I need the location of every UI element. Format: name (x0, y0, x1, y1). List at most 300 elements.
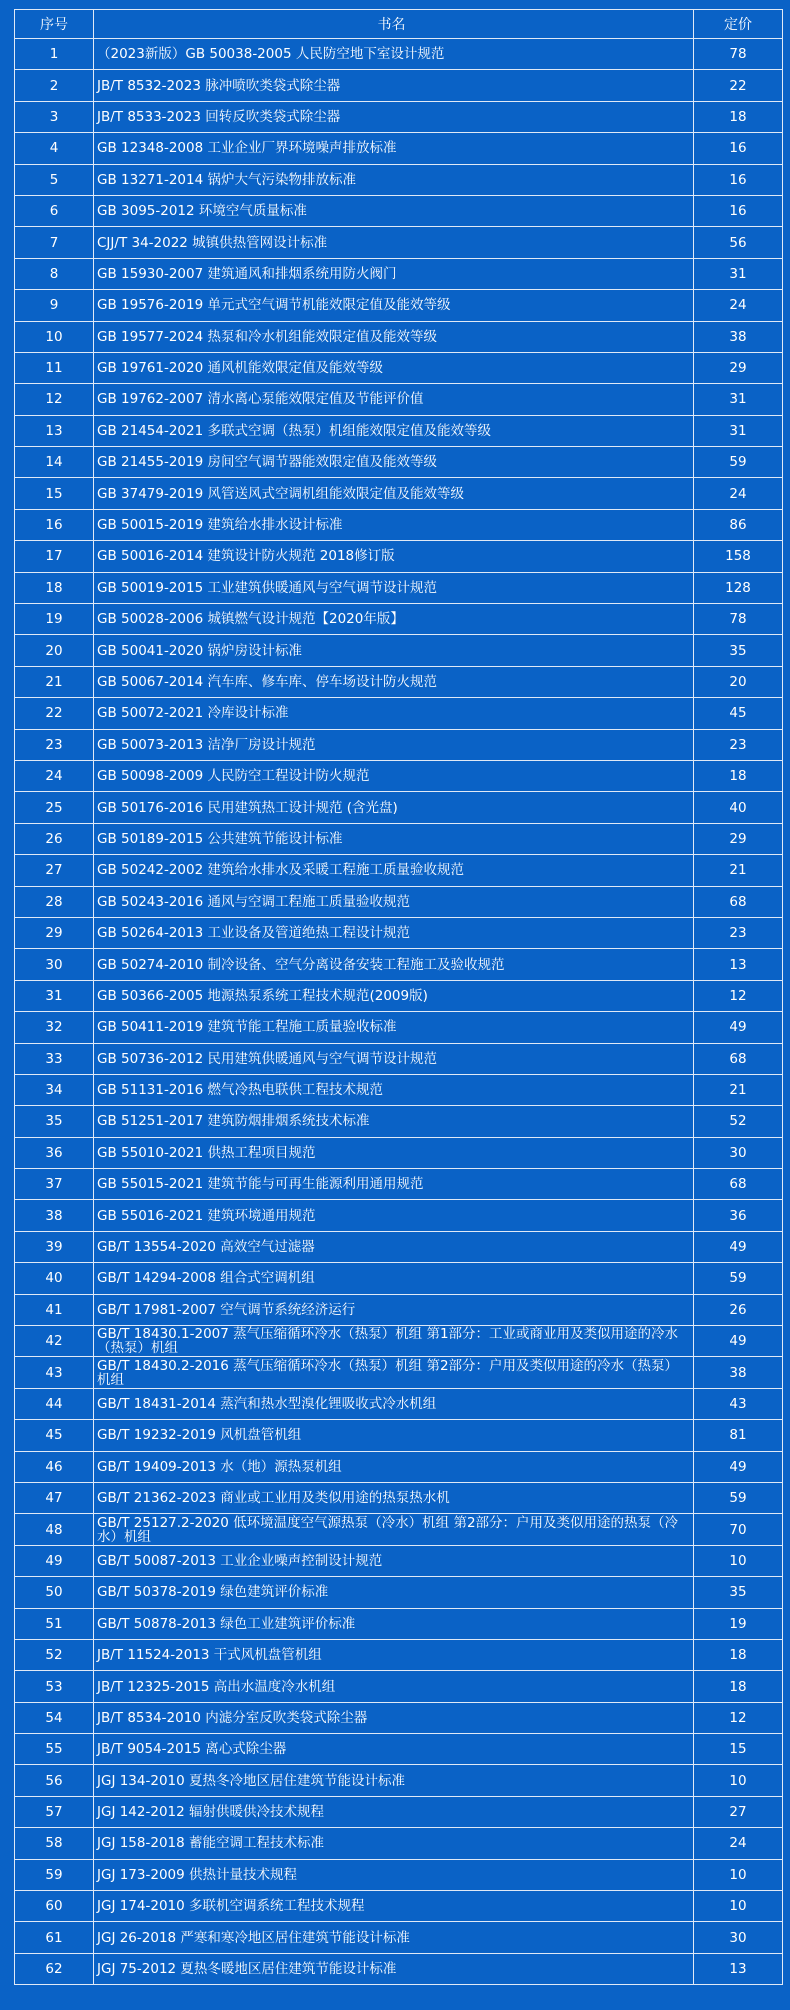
row-index: 47 (15, 1482, 94, 1513)
row-price: 12 (694, 980, 783, 1011)
table-row (15, 949, 783, 980)
row-book-name (94, 980, 694, 1011)
row-book-name (94, 886, 694, 917)
row-book-name (94, 447, 694, 478)
header-price: 定价 (694, 10, 783, 39)
row-index: 35 (15, 1106, 94, 1137)
row-book-name (94, 478, 694, 509)
row-index: 23 (15, 729, 94, 760)
table-row (15, 195, 783, 226)
row-index: 5 (15, 164, 94, 195)
book-name-text: GB 21454-2021 多联式空调（热泵）机组能效限定值及能效等级 (97, 422, 491, 439)
table-row (15, 572, 783, 603)
book-name-text: GB/T 14294-2008 组合式空调机组 (97, 1270, 315, 1287)
row-index: 1 (15, 39, 94, 70)
row-index: 45 (15, 1420, 94, 1451)
row-book-name (94, 195, 694, 226)
row-index: 4 (15, 133, 94, 164)
table-row (15, 321, 783, 352)
row-index: 42 (15, 1326, 94, 1357)
row-price: 13 (694, 1953, 783, 1984)
row-price: 21 (694, 1074, 783, 1105)
table-row (15, 1012, 783, 1043)
row-price: 20 (694, 666, 783, 697)
row-index: 33 (15, 1043, 94, 1074)
table-row (15, 792, 783, 823)
book-name-text: GB 13271-2014 锅炉大气污染物排放标准 (97, 171, 356, 188)
row-book-name (94, 509, 694, 540)
table-row (15, 1639, 783, 1670)
row-book-name (94, 133, 694, 164)
book-name-text: GB 51251-2017 建筑防烟排烟系统技术标准 (97, 1113, 370, 1130)
row-index: 31 (15, 980, 94, 1011)
book-name-text: GB 50016-2014 建筑设计防火规范 2018修订版 (97, 548, 395, 565)
row-index: 10 (15, 321, 94, 352)
row-index: 41 (15, 1294, 94, 1325)
table-row (15, 855, 783, 886)
row-price: 49 (694, 1451, 783, 1482)
row-index: 57 (15, 1796, 94, 1827)
row-book-name (94, 384, 694, 415)
row-index: 50 (15, 1577, 94, 1608)
row-book-name (94, 1765, 694, 1796)
row-index: 6 (15, 195, 94, 226)
row-price: 38 (694, 321, 783, 352)
row-index: 61 (15, 1922, 94, 1953)
row-price: 24 (694, 478, 783, 509)
row-index: 9 (15, 290, 94, 321)
row-book-name (94, 1953, 694, 1984)
row-book-name (94, 1514, 694, 1545)
header-name: 书名 (94, 10, 694, 39)
row-index: 54 (15, 1702, 94, 1733)
table-row (15, 1231, 783, 1262)
row-book-name (94, 1357, 694, 1388)
table-row (15, 290, 783, 321)
table-row (15, 1922, 783, 1953)
row-book-name (94, 39, 694, 70)
table-row (15, 1828, 783, 1859)
row-book-name (94, 1451, 694, 1482)
row-price: 29 (694, 823, 783, 854)
book-name-text: GB 12348-2008 工业企业厂界环境噪声排放标准 (97, 140, 397, 157)
book-name-text: JB/T 11524-2013 干式风机盘管机组 (97, 1647, 322, 1664)
table-row (15, 70, 783, 101)
row-index: 22 (15, 698, 94, 729)
row-index: 48 (15, 1514, 94, 1545)
row-price: 15 (694, 1734, 783, 1765)
table-row (15, 164, 783, 195)
row-index: 55 (15, 1734, 94, 1765)
row-book-name (94, 1137, 694, 1168)
row-index: 36 (15, 1137, 94, 1168)
row-index: 25 (15, 792, 94, 823)
row-price: 18 (694, 1639, 783, 1670)
table-row (15, 447, 783, 478)
row-index: 15 (15, 478, 94, 509)
row-index: 7 (15, 227, 94, 258)
table-row (15, 509, 783, 540)
row-price: 21 (694, 855, 783, 886)
book-name-text: GB 50189-2015 公共建筑节能设计标准 (97, 830, 343, 847)
row-book-name (94, 949, 694, 980)
book-name-text: GB 21455-2019 房间空气调节器能效限定值及能效等级 (97, 454, 437, 471)
row-index: 20 (15, 635, 94, 666)
book-name-text: GB/T 19409-2013 水（地）源热泵机组 (97, 1458, 342, 1475)
row-price: 30 (694, 1137, 783, 1168)
row-book-name (94, 1608, 694, 1639)
table-row (15, 133, 783, 164)
row-price: 35 (694, 1577, 783, 1608)
book-name-text: JGJ 142-2012 辐射供暖供冷技术规程 (97, 1804, 325, 1821)
row-book-name (94, 666, 694, 697)
row-index: 11 (15, 352, 94, 383)
table-row (15, 101, 783, 132)
table-row (15, 1388, 783, 1419)
row-index: 2 (15, 70, 94, 101)
table-row (15, 415, 783, 446)
book-name-text: GB 19762-2007 清水离心泵能效限定值及节能评价值 (97, 391, 424, 408)
row-index: 44 (15, 1388, 94, 1419)
book-name-text: GB 50176-2016 民用建筑热工设计规范 (含光盘) (97, 799, 398, 816)
row-index: 32 (15, 1012, 94, 1043)
row-index: 37 (15, 1169, 94, 1200)
table-row (15, 698, 783, 729)
table-row (15, 1734, 783, 1765)
table-body (15, 39, 783, 1985)
row-price: 86 (694, 509, 783, 540)
row-price: 22 (694, 70, 783, 101)
row-price: 59 (694, 447, 783, 478)
row-book-name (94, 1577, 694, 1608)
table-row (15, 1702, 783, 1733)
table-row (15, 1514, 783, 1545)
row-book-name (94, 1074, 694, 1105)
row-book-name (94, 1671, 694, 1702)
book-name-text: GB 50098-2009 人民防空工程设计防火规范 (97, 768, 370, 785)
book-name-text: JB/T 8533-2023 回转反吹类袋式除尘器 (97, 108, 341, 125)
book-name-text: GB/T 18431-2014 蒸汽和热水型溴化锂吸收式冷水机组 (97, 1395, 437, 1412)
book-name-text: GB 50072-2021 冷库设计标准 (97, 705, 289, 722)
row-book-name (94, 227, 694, 258)
table-row (15, 1671, 783, 1702)
row-book-name (94, 1482, 694, 1513)
row-price: 31 (694, 415, 783, 446)
row-book-name (94, 698, 694, 729)
book-name-text: GB 55016-2021 建筑环境通用规范 (97, 1207, 316, 1224)
row-price: 59 (694, 1482, 783, 1513)
row-price: 56 (694, 227, 783, 258)
row-book-name (94, 1859, 694, 1890)
row-price: 18 (694, 1671, 783, 1702)
row-index: 56 (15, 1765, 94, 1796)
row-index: 59 (15, 1859, 94, 1890)
row-price: 35 (694, 635, 783, 666)
row-price: 68 (694, 1043, 783, 1074)
row-price: 78 (694, 604, 783, 635)
row-book-name (94, 1263, 694, 1294)
book-name-text: JB/T 8532-2023 脉冲喷吹类袋式除尘器 (97, 77, 341, 94)
row-book-name (94, 917, 694, 948)
row-price: 68 (694, 1169, 783, 1200)
book-name-text: JGJ 26-2018 严寒和寒冷地区居住建筑节能设计标准 (97, 1929, 410, 1946)
row-book-name (94, 1796, 694, 1827)
row-book-name (94, 415, 694, 446)
row-index: 14 (15, 447, 94, 478)
book-name-text: JGJ 158-2018 蓄能空调工程技术标准 (97, 1835, 325, 1852)
row-price: 38 (694, 1357, 783, 1388)
table-row (15, 1043, 783, 1074)
row-price: 78 (694, 39, 783, 70)
row-index: 49 (15, 1545, 94, 1576)
row-book-name (94, 101, 694, 132)
table-row (15, 1796, 783, 1827)
book-name-text: GB 50736-2012 民用建筑供暖通风与空气调节设计规范 (97, 1050, 437, 1067)
book-name-text: GB 50028-2006 城镇燃气设计规范【2020年版】 (97, 611, 404, 628)
row-book-name (94, 1545, 694, 1576)
row-index: 58 (15, 1828, 94, 1859)
row-book-name (94, 1294, 694, 1325)
row-book-name (94, 1828, 694, 1859)
row-price: 81 (694, 1420, 783, 1451)
row-index: 8 (15, 258, 94, 289)
row-price: 10 (694, 1891, 783, 1922)
row-book-name (94, 1326, 694, 1357)
book-name-text: GB/T 25127.2-2020 低环境温度空气源热泵（冷水）机组 第2部分：户用及类似用途的热泵（冷水）机组 (97, 1514, 679, 1545)
row-price: 16 (694, 164, 783, 195)
book-name-text: GB 3095-2012 环境空气质量标准 (97, 203, 307, 220)
row-price: 19 (694, 1608, 783, 1639)
table-row (15, 1608, 783, 1639)
row-price: 10 (694, 1545, 783, 1576)
table-row (15, 1765, 783, 1796)
table-row (15, 1263, 783, 1294)
table-row (15, 1953, 783, 1984)
book-name-text: GB 50015-2019 建筑给水排水设计标准 (97, 517, 343, 534)
book-name-text: GB 50264-2013 工业设备及管道绝热工程设计规范 (97, 925, 410, 942)
row-index: 29 (15, 917, 94, 948)
row-index: 18 (15, 572, 94, 603)
row-book-name (94, 1420, 694, 1451)
row-book-name (94, 1231, 694, 1262)
table-row (15, 1169, 783, 1200)
table-row (15, 1859, 783, 1890)
row-book-name (94, 1169, 694, 1200)
book-name-text: GB 50411-2019 建筑节能工程施工质量验收标准 (97, 1019, 397, 1036)
table-row (15, 1074, 783, 1105)
row-price: 40 (694, 792, 783, 823)
row-index: 17 (15, 541, 94, 572)
book-name-text: GB/T 50087-2013 工业企业噪声控制设计规范 (97, 1552, 383, 1569)
row-index: 27 (15, 855, 94, 886)
row-index: 34 (15, 1074, 94, 1105)
row-price: 31 (694, 258, 783, 289)
table-row (15, 1137, 783, 1168)
row-book-name (94, 1388, 694, 1419)
row-price: 31 (694, 384, 783, 415)
row-book-name (94, 541, 694, 572)
book-name-text: GB/T 17981-2007 空气调节系统经济运行 (97, 1301, 356, 1318)
row-index: 26 (15, 823, 94, 854)
table-row (15, 352, 783, 383)
row-index: 13 (15, 415, 94, 446)
table-row (15, 258, 783, 289)
row-index: 19 (15, 604, 94, 635)
row-price: 36 (694, 1200, 783, 1231)
row-price: 16 (694, 133, 783, 164)
row-book-name (94, 1200, 694, 1231)
row-index: 60 (15, 1891, 94, 1922)
row-price: 10 (694, 1859, 783, 1890)
book-name-text: GB 55010-2021 供热工程项目规范 (97, 1144, 316, 1161)
row-book-name (94, 635, 694, 666)
row-book-name (94, 70, 694, 101)
book-name-text: GB/T 18430.1-2007 蒸气压缩循环冷水（热泵）机组 第1部分：工业或商业用及类似用途的冷水（热泵）机组 (97, 1326, 679, 1357)
row-price: 45 (694, 698, 783, 729)
row-price: 26 (694, 1294, 783, 1325)
row-price: 23 (694, 729, 783, 760)
table-header-row (15, 10, 783, 39)
table-row (15, 729, 783, 760)
table-row (15, 227, 783, 258)
row-price: 13 (694, 949, 783, 980)
row-price: 52 (694, 1106, 783, 1137)
row-price: 23 (694, 917, 783, 948)
row-book-name (94, 572, 694, 603)
row-index: 21 (15, 666, 94, 697)
row-price: 24 (694, 1828, 783, 1859)
row-price: 10 (694, 1765, 783, 1796)
row-book-name (94, 792, 694, 823)
table-row (15, 917, 783, 948)
row-index: 28 (15, 886, 94, 917)
book-name-text: GB 50019-2015 工业建筑供暖通风与空气调节设计规范 (97, 579, 437, 596)
row-index: 30 (15, 949, 94, 980)
row-index: 40 (15, 1263, 94, 1294)
row-index: 39 (15, 1231, 94, 1262)
table-row (15, 39, 783, 70)
book-name-text: GB 50366-2005 地源热泵系统工程技术规范(2009版) (97, 987, 428, 1004)
row-index: 52 (15, 1639, 94, 1670)
book-name-text: GB 51131-2016 燃气冷热电联供工程技术规范 (97, 1082, 383, 1099)
row-price: 49 (694, 1012, 783, 1043)
book-name-text: JB/T 8534-2010 内滤分室反吹类袋式除尘器 (97, 1709, 368, 1726)
row-price: 18 (694, 760, 783, 791)
book-name-text: GB 50242-2002 建筑给水排水及采暖工程施工质量验收规范 (97, 862, 464, 879)
table-row (15, 1451, 783, 1482)
table-row (15, 823, 783, 854)
row-price: 16 (694, 195, 783, 226)
book-name-text: GB 50073-2013 洁净厂房设计规范 (97, 736, 316, 753)
table-row (15, 1891, 783, 1922)
row-index: 24 (15, 760, 94, 791)
row-price: 24 (694, 290, 783, 321)
row-book-name (94, 1639, 694, 1670)
row-book-name (94, 1043, 694, 1074)
book-name-text: JGJ 75-2012 夏热冬暖地区居住建筑节能设计标准 (97, 1961, 397, 1978)
row-book-name (94, 1012, 694, 1043)
header-index: 序号 (15, 10, 94, 39)
row-price: 30 (694, 1922, 783, 1953)
book-name-text: JGJ 174-2010 多联机空调系统工程技术规程 (97, 1898, 365, 1915)
row-price: 49 (694, 1231, 783, 1262)
row-price: 12 (694, 1702, 783, 1733)
row-index: 46 (15, 1451, 94, 1482)
table-row (15, 760, 783, 791)
book-name-text: GB 50243-2016 通风与空调工程施工质量验收规范 (97, 893, 410, 910)
book-price-list (14, 9, 777, 1985)
book-name-text: GB 19577-2024 热泵和冷水机组能效限定值及能效等级 (97, 328, 437, 345)
table-row (15, 1106, 783, 1137)
book-name-text: GB 55015-2021 建筑节能与可再生能源利用通用规范 (97, 1176, 424, 1193)
book-table (14, 9, 783, 1985)
table-row (15, 1326, 783, 1357)
book-name-text: JGJ 134-2010 夏热冬冷地区居住建筑节能设计标准 (97, 1772, 406, 1789)
row-book-name (94, 1922, 694, 1953)
table-row (15, 1294, 783, 1325)
row-book-name (94, 1891, 694, 1922)
book-name-text: GB 37479-2019 风管送风式空调机组能效限定值及能效等级 (97, 485, 464, 502)
table-row (15, 1420, 783, 1451)
table-row (15, 604, 783, 635)
book-name-text: JGJ 173-2009 供热计量技术规程 (97, 1866, 298, 1883)
book-name-text: GB/T 21362-2023 商业或工业用及类似用途的热泵热水机 (97, 1490, 450, 1507)
row-index: 3 (15, 101, 94, 132)
book-name-text: GB 50274-2010 制冷设备、空气分离设备安装工程施工及验收规范 (97, 956, 505, 973)
row-book-name (94, 290, 694, 321)
row-index: 38 (15, 1200, 94, 1231)
book-name-text: CJJ/T 34-2022 城镇供热管网设计标准 (97, 234, 328, 251)
book-name-text: （2023新版）GB 50038-2005 人民防空地下室设计规范 (97, 46, 445, 63)
row-index: 16 (15, 509, 94, 540)
row-price: 158 (694, 541, 783, 572)
book-name-text: GB/T 50378-2019 绿色建筑评价标准 (97, 1584, 329, 1601)
row-index: 43 (15, 1357, 94, 1388)
table-row (15, 886, 783, 917)
row-index: 53 (15, 1671, 94, 1702)
table-row (15, 541, 783, 572)
row-price: 49 (694, 1326, 783, 1357)
table-row (15, 1577, 783, 1608)
row-index: 62 (15, 1953, 94, 1984)
table-row (15, 635, 783, 666)
book-name-text: GB/T 13554-2020 高效空气过滤器 (97, 1239, 315, 1256)
table-row (15, 384, 783, 415)
row-book-name (94, 1734, 694, 1765)
row-book-name (94, 823, 694, 854)
row-book-name (94, 855, 694, 886)
row-price: 27 (694, 1796, 783, 1827)
book-name-text: GB 50067-2014 汽车库、修车库、停车场设计防火规范 (97, 674, 437, 690)
row-book-name (94, 1106, 694, 1137)
row-book-name (94, 760, 694, 791)
table-row (15, 1482, 783, 1513)
table-row (15, 1200, 783, 1231)
table-row (15, 478, 783, 509)
book-name-text: GB 19761-2020 通风机能效限定值及能效等级 (97, 360, 383, 377)
book-name-text: GB 15930-2007 建筑通风和排烟系统用防火阀门 (97, 265, 397, 282)
row-book-name (94, 258, 694, 289)
row-book-name (94, 604, 694, 635)
row-book-name (94, 164, 694, 195)
row-price: 68 (694, 886, 783, 917)
book-name-text: GB/T 50878-2013 绿色工业建筑评价标准 (97, 1615, 356, 1632)
row-book-name (94, 1702, 694, 1733)
row-price: 18 (694, 101, 783, 132)
table-row (15, 666, 783, 697)
book-name-text: GB 50041-2020 锅炉房设计标准 (97, 642, 302, 659)
row-book-name (94, 352, 694, 383)
